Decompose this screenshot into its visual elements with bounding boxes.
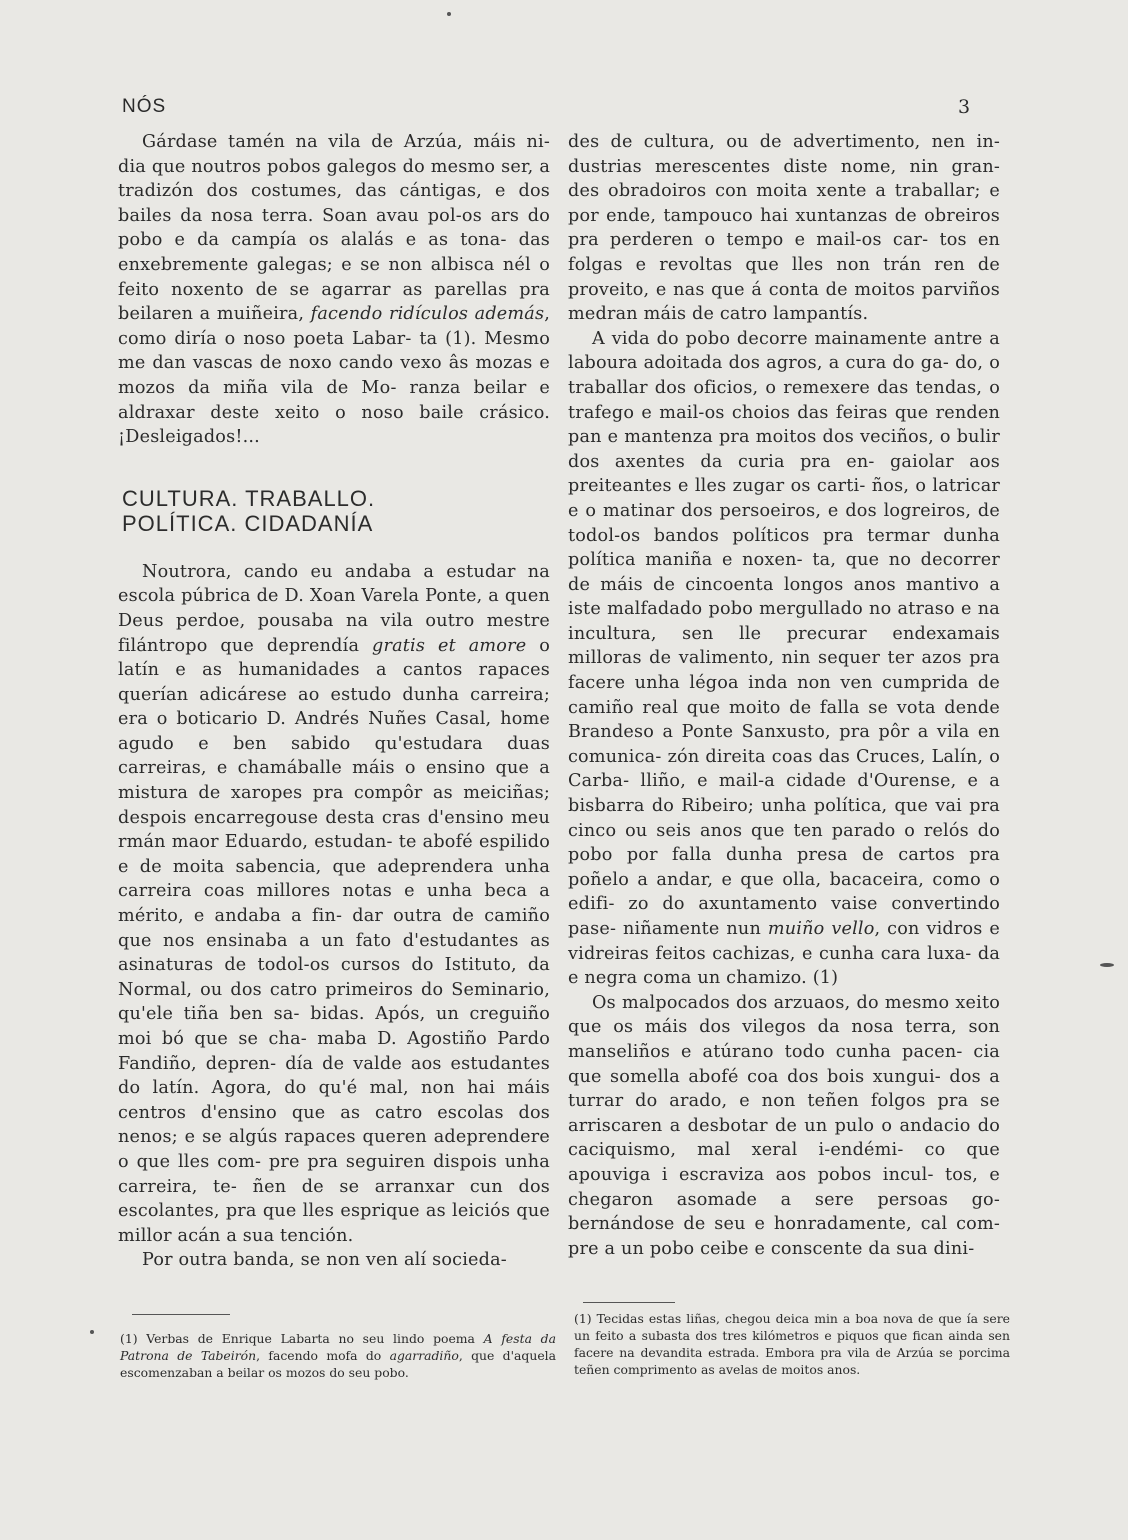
italic-quote-cont: además [474,304,545,325]
italic-latin: gratis et [372,635,456,656]
left-column [118,130,550,1273]
italic-term: agarradiño [389,1348,459,1363]
running-header: NÓS [122,96,167,117]
paragraph-societies: des de cultura, ou de advertimento, nen in- dustrias merescentes diste nome, nin gran- des obradoiros con moita xente a traballar; e por ende, tampouco hai xuntanzas de obreiros pra perderen o tempo e mail-os car- tos en folgas e revoltas que lles non trán ren de proveito, e nas que á conta de moitos parviños medran máis de catro lampantís. [568,132,1001,325]
footnote-right: (1) Tecidas estas liñas, chegou deica min a boa nova de que ía sere un feito a subasta dos tres kilómetros e piquos que fican ainda sen facere na devandita estrada. Embora pra vila de Arzúa se porcima teñen comprimento as avelas de moitos anos. [574,1311,1010,1377]
footnote-rule-left [132,1314,230,1315]
right-column [568,130,1000,1261]
italic-latin-cont: amore [468,635,527,656]
italic-muino: muiño vello [767,919,875,939]
page-number: 3 [958,96,971,118]
paper-speck [447,12,451,16]
paragraph-schools: Noutrora, cando eu andaba a estudar na escola púbrica de D. Xoan Varela Ponte, a quen Deus perdoe, pousaba na vila outro mestre filántropo que deprendía gratis et amore o latín e as humanidades a cantos rapaces querían adicárese ao estudo dunha carreira; era o boticario D. Andrés Nuñes Casal, home agudo e ben sabido qu'estudara duas carreiras, e chamáballe máis o ensino que a mistura de xaropes pra compôr as meiciñas; despois encarregouse desta cras d'ensino meu rmán maor Eduardo, estudan- te abofé espilido e de moita sabencia, que adeprendera unha carreira coas millores notas e unha beca a mérito, e andaba a fin- dar outra de camiño que nos ensinaba a un fato d'estudantes as asinaturas de todol-os cursos do Istituto, da Normal, ou dos catro primeiros do Seminario, qu'ele tiña ben sa- bidas. Após, un creguiño moi bó que se cha- maba D. Agostiño Pardo Fandiño, depren- día de valde aos estudantes do latín. Agora, do qu'é mal, non hai máis centros d'ensino que as catro escolas dos nenos; e se algús rapaces queren adeprendere o que lles com- pre pra seguiren dispois unha carreira, te- ñen de se arranxar cun dos escolantes, pra que lles esprique as leiciós que millor acán a sua tención. [118,561,551,1246]
paragraph-arzuaos: Os malpocados dos arzuaos, do mesmo xeito que os máis dos vilegos da nosa terra, son manseliños e atúrano todo cunha pacen- cia que somella abofé coa dos bois xungui- dos a turrar do arado, e non teñen folgos pra se arriscaren a desbotar de un pulo o andacio do caciquismo, mal xeral i-endémi- co que apouviga i escraviza aos pobos incul- tos, e chegaron asomade a sere persoas go- bernándose de seu e honradamente, cal com- pre a un pobo ceibe e conscente da sua dini- [568,992,1001,1259]
italic-poem-title: A festa da Patrona de Tabeirón [120,1331,556,1363]
italic-quote: facendo ridículos [310,304,469,325]
footnote-left: (1) Verbas de Enrique Labarta no seu lindo poema A festa da Patrona de Tabeirón, facendo mofa do agarradiño, que d'aquela escomenzaban a beilar os mozos do seu pobo. [120,1331,557,1380]
section-heading: CULTURA. TRABALLO. POLÍTICA. CIDADANÍA [122,485,376,536]
footnote-rule-right [583,1302,675,1303]
paragraph-dances: Gárdase tamén na vila de Arzúa, máis ni- dia que noutros pobos galegos do mesmo ser, a tradizón dos costumes, das cántigas, e dos bailes da nosa terra. Soan avau pol-os ars do pobo e da campía os alalás e as tona- das enxebremente galegas; e se non albisca nél o feito noxento de se agarrar as parellas pra beilaren a muiñeira, facendo ridículos además, como diría o noso poeta Labar- ta (1). Mesmo me dan vascas de noxo cando vexo âs mozas e mozos da miña vila de Mo- ranza beilar e aldraxar deste xeito o noso baile crásico. ¡Desleigados!... [118,132,551,448]
paper-speck [90,1330,94,1334]
paper-speck [1100,963,1114,967]
paragraph-other-side: Por outra banda, se non ven alí socieda- [142,1250,507,1271]
paragraph-town-life: A vida do pobo decorre mainamente antre a laboura adoitada dos agros, a cura do ga- do, o traballar dos oficios, o remexere das tendas, o trafego e mail-os choios das feiras que renden pan e mantenza pra moitos dos veciños, o bulir dos axentes da curia pra en- gaiolar aos preiteantes e lles zugar os carti- ños, o latricar e o matinar dos persoeiros, e dos logreiros, de todol-os bandos políticos pra termar dunha política maniña e noxen- ta, que no decorrer de máis de cincoenta longos anos mantivo a iste malfadado pobo mergullado no atraso e na incultura, sen lle precurar endexamais milloras de valimento, nin sequer ter azos pra facere unha légoa inda non ven cumprida de camiño real que moito de falla se vota dende Brandeso a Ponte Sanxusto, pra pôr a vila en comunica- zón direita coas das Cruces, Lalín, o Carba- lliño, e mail-a cidade d'Ourense, e a bisbarra do Ribeiro; unha política, que vai pra cinco ou seis anos que ten parado o relós do pobo por falla dunha presa de cartos pra poñelo a andar, e que olla, bacaceira, como o edifi- zo do axuntamento vaise convertindo pase- niñamente nun muiño vello, con vidros e vidreiras feitos cachizas, e cunha cara luxa- da e negra coma un chamizo. (1) [568,328,1001,989]
